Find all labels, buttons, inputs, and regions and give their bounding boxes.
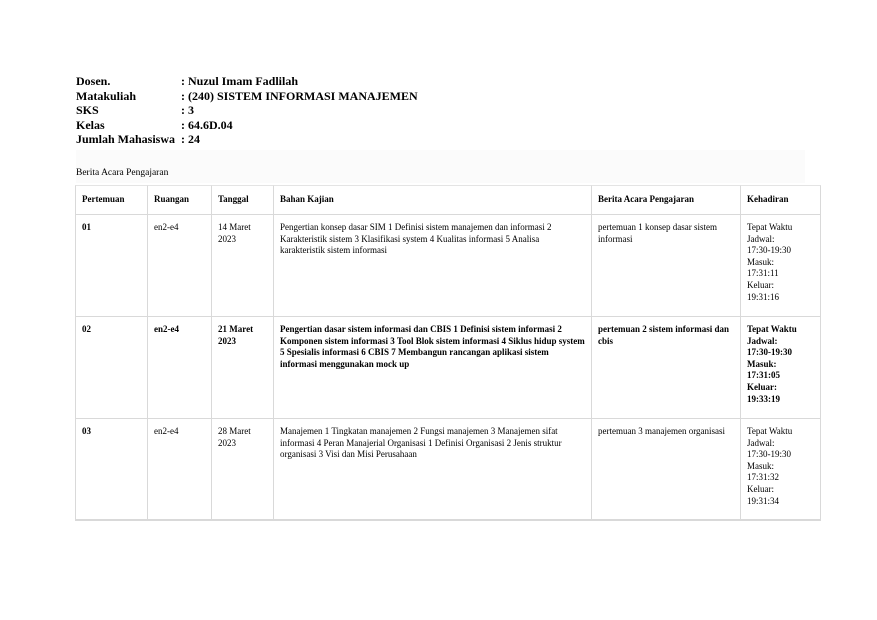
table-row (75, 418, 821, 521)
info-label: Jumlah Mahasiswa (76, 132, 176, 146)
cell-pertemuan: 03 (75, 418, 147, 521)
kehadiran-status: Tepat Waktu (747, 222, 793, 232)
kehadiran-keluar: 19:31:34 (747, 495, 780, 506)
info-value: : 64.6D.04 (181, 117, 233, 132)
cell-ruangan: en2-e4 (147, 418, 211, 521)
kehadiran-jadwal-label: Jadwal: (747, 335, 778, 346)
kehadiran-keluar-label: Keluar: (747, 279, 774, 290)
kehadiran-masuk: 17:31:05 (747, 370, 780, 381)
kehadiran-masuk: 17:31:32 (747, 472, 780, 483)
table-row (75, 316, 821, 418)
cell-kehadiran (740, 316, 821, 418)
kehadiran-status: Tepat Waktu (747, 426, 793, 436)
cell-bahan-kajian: Manajemen 1 Tingkatan manajemen 2 Fungsi manajemen 3 Manajemen sifat informasi 4 Peran Manajerial Organisasi 1 Definisi Organisasi 2 Jenis struktur organisasi 3 Visi dan Misi Perusahaan (273, 418, 591, 521)
info-value: : (240) SISTEM INFORMASI MANAJEMEN (181, 88, 418, 103)
kehadiran-jadwal: 17:30-19:30 (747, 347, 792, 358)
cell-tanggal: 14 Maret 2023 (211, 214, 273, 316)
cell-kehadiran (740, 418, 821, 521)
section-band (76, 150, 805, 183)
header-kehadiran: Kehadiran (740, 185, 821, 214)
table-row (75, 214, 821, 316)
info-value: : Nuzul Imam Fadlilah (181, 74, 299, 88)
info-row-dosen (76, 74, 418, 89)
info-label: Kelas (76, 117, 105, 132)
header-tanggal: Tanggal (211, 185, 273, 214)
cell-berita-acara: pertemuan 2 sistem informasi dan cbis (591, 316, 740, 418)
header-berita-acara: Berita Acara Pengajaran (591, 185, 740, 214)
kehadiran-jadwal-label: Jadwal: (747, 437, 775, 448)
cell-pertemuan: 02 (75, 316, 147, 418)
info-row-sks (76, 103, 418, 118)
table-header-row (75, 185, 821, 214)
header-ruangan: Ruangan (147, 185, 211, 214)
kehadiran-jadwal: 17:30-19:30 (747, 449, 791, 460)
info-label: Dosen. (76, 74, 111, 88)
kehadiran-masuk-label: Masuk: (747, 358, 777, 369)
cell-bahan-kajian: Pengertian konsep dasar SIM 1 Definisi sistem manajemen dan informasi 2 Karakteristik sistem 3 Klasifikasi system 4 Kualitas informasi 5 Analisa karakteristik sistem informasi (273, 214, 591, 316)
kehadiran-keluar-label: Keluar: (747, 381, 777, 392)
cell-berita-acara: pertemuan 1 konsep dasar sistem informasi (591, 214, 740, 316)
kehadiran-keluar-label: Keluar: (747, 483, 774, 494)
kehadiran-masuk: 17:31:11 (747, 268, 779, 279)
header-pertemuan: Pertemuan (75, 185, 147, 214)
kehadiran-keluar: 19:33:19 (747, 393, 780, 404)
cell-ruangan: en2-e4 (147, 316, 211, 418)
kehadiran-masuk-label: Masuk: (747, 460, 774, 471)
kehadiran-status: Tepat Waktu (747, 324, 797, 334)
cell-kehadiran (740, 214, 821, 316)
cell-tanggal: 28 Maret 2023 (211, 418, 273, 521)
info-value: : 24 (181, 132, 200, 146)
info-row-jumlah-mahasiswa (76, 132, 418, 147)
course-info (76, 74, 418, 147)
cell-bahan-kajian: Pengertian dasar sistem informasi dan CBIS 1 Definisi sistem informasi 2 Komponen sistem informasi 3 Tool Blok sistem informasi 4 Siklus hidup system 5 Spesialis informasi 6 CBIS 7 Membangun rancangan aplikasi sistem informasi menggunakan mock up (273, 316, 591, 418)
kehadiran-masuk-label: Masuk: (747, 256, 774, 267)
kehadiran-jadwal-label: Jadwal: (747, 233, 775, 244)
info-value: : 3 (181, 103, 194, 117)
header-bahan-kajian: Bahan Kajian (273, 185, 591, 214)
teaching-log-table (75, 185, 821, 521)
info-label: Matakuliah (76, 88, 137, 103)
cell-pertemuan: 01 (75, 214, 147, 316)
cell-tanggal: 21 Maret 2023 (211, 316, 273, 418)
cell-berita-acara: pertemuan 3 manajemen organisasi (591, 418, 740, 521)
info-row-matakuliah (76, 89, 418, 104)
info-row-kelas (76, 118, 418, 133)
info-label: SKS (76, 103, 99, 117)
cell-ruangan: en2-e4 (147, 214, 211, 316)
kehadiran-keluar: 19:31:16 (747, 291, 780, 302)
kehadiran-jadwal: 17:30-19:30 (747, 245, 791, 256)
section-title: Berita Acara Pengajaran (76, 168, 169, 178)
